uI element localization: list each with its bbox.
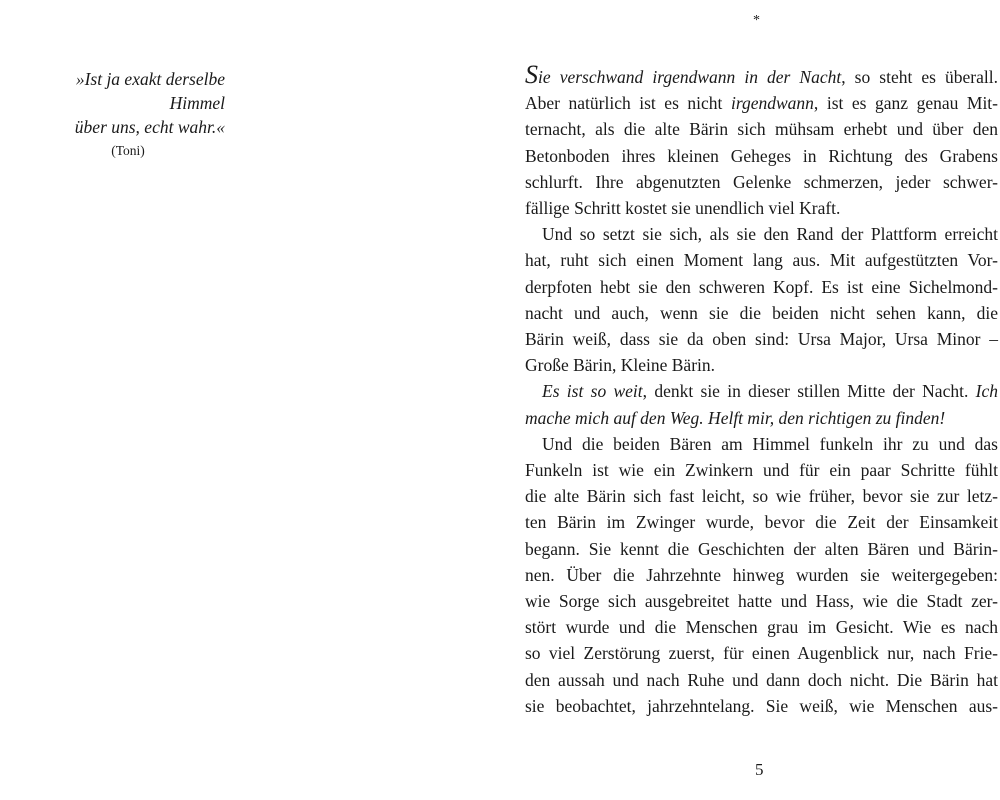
italic-phrase: irgendwann <box>730 93 814 114</box>
text-line: Große Bärin, Kleine Bärin. <box>525 355 716 376</box>
text-line <box>525 60 998 90</box>
text-line: Und so setzt sie sich, als sie den Rand der Plattform erreicht <box>542 224 998 245</box>
text-line <box>525 405 998 431</box>
text-run: , ist es ganz genau Mit- <box>813 93 998 114</box>
epigraph <box>25 67 225 161</box>
text-line: Und die beiden Bären am Himmel funkeln ihr zu und das <box>542 433 998 454</box>
text-run: , denkt sie in dieser stillen Mitte der Nacht. <box>642 381 976 402</box>
text-line: stört wurde und die Menschen grau im Gesicht. Wie es nach <box>525 617 998 638</box>
text-line: nacht und auch, wenn sie die beiden nicht sehen kann, die <box>525 302 998 323</box>
drop-cap: S <box>525 60 538 89</box>
text-line: Betonboden ihres kleinen Geheges in Richtung des Grabens <box>525 145 998 166</box>
italic-phrase: Ich <box>975 381 998 402</box>
text-line: den aussah und nach Ruhe und dann doch nicht. Die Bärin hat <box>525 669 998 690</box>
text-line: fällige Schritt kostet sie unendlich viel Kraft. <box>525 198 841 219</box>
text-line: die alte Bärin sich fast leicht, so wie früher, bevor sie zur letz- <box>525 486 998 507</box>
text-line <box>525 90 998 116</box>
italic-phrase: mache mich auf den Weg. Helft mir, den richtigen zu finden! <box>525 407 946 428</box>
text-run: , so steht es überall. <box>841 67 998 87</box>
text-line: Bärin weiß, dass sie da oben sind: Ursa Major, Ursa Minor – <box>525 329 998 350</box>
epigraph-source: (Toni) <box>111 143 145 158</box>
text-line <box>525 378 998 404</box>
text-line: derpfoten hebt sie den schweren Kopf. Es ist eine Sichelmond- <box>525 276 998 297</box>
text-line: so viel Zerstörung zuerst, für einen Augenblick nur, nach Frie- <box>525 643 998 664</box>
text-line: Funkeln ist wie ein Zwinkern und für ein paar Schritte fühlt <box>525 460 998 481</box>
chapter-body-text <box>525 60 998 719</box>
text-line: ternacht, als die alte Bärin sich mühsam erhebt und über den <box>525 119 998 140</box>
text-line: nen. Über die Jahrzehnte hinweg wurden sie weitergegeben: <box>525 564 998 585</box>
text-line: hat, ruht sich einen Moment lang aus. Mit aufgestützten Vor- <box>525 250 998 271</box>
italic-phrase: ie verschwand irgendwann in der Nacht <box>538 67 842 87</box>
section-ornament: * <box>753 13 760 28</box>
text-line: sie beobachtet, jahrzehntelang. Sie weiß, wie Menschen aus- <box>525 695 998 716</box>
epigraph-quote-line: über uns, echt wahr.« <box>74 117 225 137</box>
text-run: Aber natürlich ist es nicht <box>525 93 731 114</box>
epigraph-quote-line: »Ist ja exakt derselbe Himmel <box>75 69 225 113</box>
text-line: ten Bärin im Zwinger wurde, bevor die Zeit der Einsamkeit <box>525 512 998 533</box>
text-line: begann. Sie kennt die Geschichten der alten Bären und Bärin- <box>525 538 998 559</box>
italic-phrase: Es ist so weit <box>542 381 643 402</box>
text-line: schlurft. Ihre abgenutzten Gelenke schmerzen, jeder schwer- <box>525 171 998 192</box>
page-number: 5 <box>755 760 764 779</box>
text-line: wie Sorge sich ausgebreitet hatte und Hass, wie die Stadt zer- <box>525 591 998 612</box>
epigraph-quote <box>25 67 225 139</box>
